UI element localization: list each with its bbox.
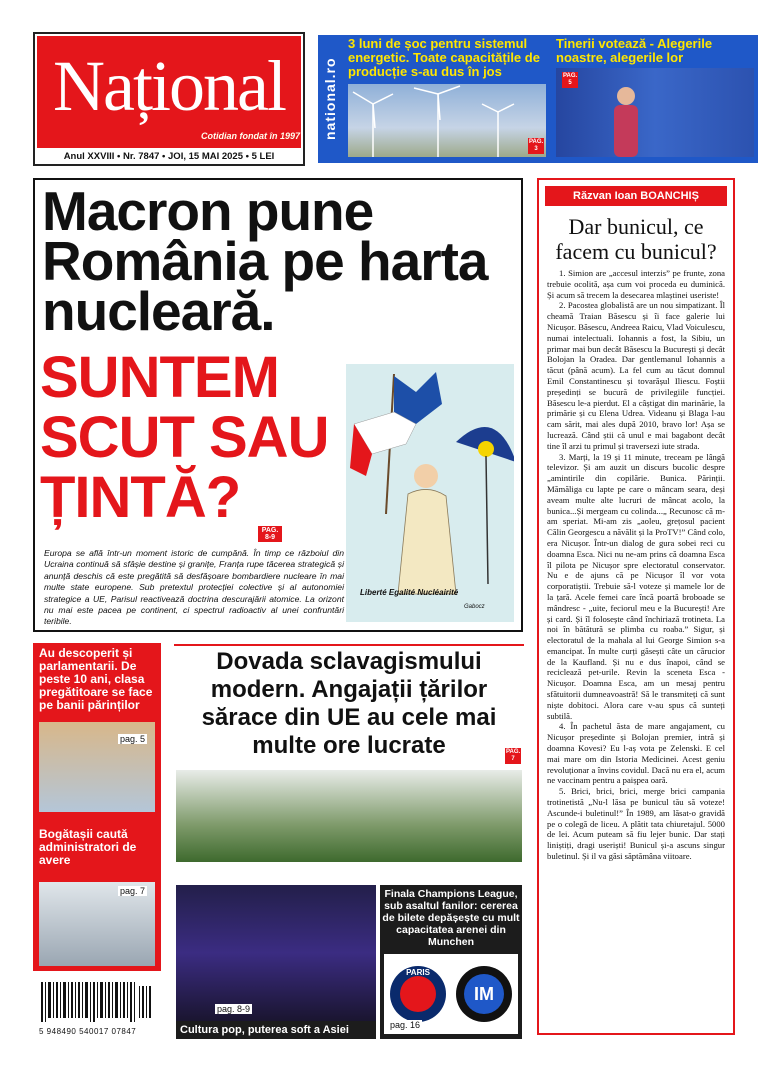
bottom1-caption[interactable]: Cultura pop, puterea soft a Asiei: [176, 1021, 376, 1039]
bottom2-title[interactable]: Finala Champions League, sub asaltul fanilor: cererea de bilete depășește cu mult capacitatea arenei din Munchen: [382, 888, 520, 948]
voter-figure-icon: [556, 68, 754, 157]
lead-headline[interactable]: Macron pune România pe harta nucleară.: [42, 180, 488, 342]
column-paragraph: 3. Marți, la 19 și 11 minute, treceam pe lângă televizor. Și am auzit un discurs bucolic despre „amintirile din copilărie. Bunica. Părinții. Mămăliga cu lapte pe care o mâncam seara, deși aveam multe alte lucruri de mâncat acolo, la bunica...Și mergeam cu colinda...„ Recunosc că m-am speriat. Mi-am zis „aoleu, grețosul pacient Călin Georgescu a năvălit și la ProTV!” Când colo, era Nicușor. Într-un dialog de gura sobei reci cu doamna Esca. Nici nu ne-am prins că doamna Esca îl pilota pe Nicușor spre electoratul conservator. Nu e de ajuns că pe Nicușor îl vor vota corporatiștii. Trebuie să-l voteze și mamele lor de la țară. Acele femei care încă poartă broboade se mândresc - „uite, feciorul meu e la București! Are și card. Și îl folosește când închiriază trotineta. La noi în bătătură se plimba cu roaba.” Sigur, și electoratul de la mahala al lui George Simion s-a emancipat. În multe curți găsești câte un cărucior de la Kaufland. Și nu e dus înapoi, când se reciclează pet-urile. Revin la scenetа Esca - Nicușor. Doamna Esca, am un mesaj pentru sfătuitorii dumneavoastră! Să le transmiteți că sunt niște dobitoci. Alora care v-au spus că sunteți subtilă.: [547, 451, 725, 721]
column-author[interactable]: Răzvan Ioan BOANCHIȘ: [545, 186, 727, 206]
teaser-energy-title[interactable]: 3 luni de șoc pentru sistemul energetic. Toate capacitățile de producție s-au dus în jos: [348, 36, 540, 79]
barcode: [39, 982, 155, 1034]
column-paragraph: 4. În pachetul ăsta de mare angajament, cu Nicușor președinte și Bolojan premier, intră și doamna Kovesi? Eu l-aș vota pe Zelenski. E cel mai mare om din Istoria Medicinei. Acest geniu revoluționar a învins covidul. Dacă nu era el, acum ne vaccinam pentru a paișpea oară.: [547, 721, 725, 786]
kpop-concert-photo: [176, 885, 376, 1021]
field-workers-photo: [176, 770, 522, 862]
teaser-wealth-page[interactable]: pag. 7: [120, 886, 146, 896]
bottom2-page[interactable]: pag. 16: [390, 1020, 421, 1030]
teaser-energy-page[interactable]: PAG. 3: [529, 139, 544, 152]
logo-tagline: Cotidian fondat în 1997: [200, 131, 300, 141]
newspaper-logo[interactable]: Național: [37, 36, 301, 148]
marianne-cartoon-icon: [346, 364, 514, 622]
cartoon-signature: Gabocz: [464, 604, 485, 610]
teaser-youth-page[interactable]: PAG. 5: [563, 73, 578, 86]
psg-badge-text: PARIS: [406, 968, 430, 977]
lead-subhead[interactable]: SUNTEM SCUT SAU ȚINTĂ?: [40, 345, 329, 530]
barcode-number: 5 948490 540017 07847: [39, 1027, 137, 1036]
teaser-school-title[interactable]: Au descoperit și parlamentarii. De peste 10 ani, clasa pregătitoare se face pe banii părinților: [39, 646, 153, 712]
lead-page-tag[interactable]: PAG. 8-9: [258, 526, 282, 542]
teaser-wealth-title[interactable]: Bogătașii caută administratori de avere: [39, 827, 137, 867]
column-paragraph: 5. Brici, brici, brici, merge brici campania trotinetistă „Nu-l lăsa pe bunicul tău să voteze! Ascunde-i buletinul!” În 1989, am lăsat-o gravidă pe o colegă de liceu. A plătit tata chiuretajul. 5000 de lei. Acum puteam să fiu lejer bunic. Dar stați liniștiți, dragi useriști! Bunicul și-a ascuns singur buletinul. Și il va găsi săptămâna viitoare.: [547, 786, 725, 862]
cartoon-caption: Liberté Egalité Nucléairité: [360, 588, 459, 597]
column-paragraph: 2. Pacostea globalistă are un nou simpatizant. Îl cheamă Traian Băsescu și îi face galerie lui Nicușor. Băsescu, Andreea Raicu, Vlad Voiculescu, numai intelectuali. Iohannis a fost, la Sibiu, un primar mai bun decât Băsescu la București și decât Bolojan la Oradea. Dar gentlemanul Iohannis a tăcut (până acum). La fel cum au tăcut domnul Emil Constantinescu și tovarășul Iliescu. Foștii președinți se bucură de privilegiile funcției. Băsescu le-a pierdut. El a câștigat din marinărie, la primărie și cu Elena Udrea. Videanu și Blaga l-au cam sărit, mai ales după 2010, bravo lor! Așa se lucrează. Când știi că unul e mai bagabont decât tine îl arzi tu primul și traversezi iute strada.: [547, 300, 725, 451]
column-body: [547, 268, 725, 862]
story2-page-tag[interactable]: PAG. 7: [506, 749, 521, 762]
issue-info: Anul XXVIII • Nr. 7847 • JOI, 15 MAI 2025 • 5 LEI: [63, 151, 275, 162]
story2-rule: [174, 644, 524, 646]
editorial-cartoon: [346, 364, 514, 622]
teaser-school-page[interactable]: pag. 5: [120, 734, 146, 744]
site-name[interactable]: national.ro: [322, 57, 338, 141]
column-paragraph: 1. Simion are „accesul interzis” pe frunte, zona trebuie ocolită, așa cum voi proceda eu duminică. Și acum să trecem la desecarea mlaștinei useriste!: [547, 268, 725, 300]
lead-summary: Europa se află într-un moment istoric de cumpănă. În timp ce războiul din Ucraina continuă să sfâșie destine și granițe, Franța rupe tăcerea strategică și anunță deschis că este pregătită să desfășoare bombardiere nucleare în mai multe state europene. Sub pretextul protecției colective și al autonomiei strategice a UE, Parisul reactivează doctrina descurajării atomice. La orizont nu mai este pacea pe continent, ci spectrul radioactiv al unei confruntări teribile.: [44, 548, 344, 627]
teaser-youth-title[interactable]: Tinerii votează - Alegerile noastre, alegerile lor: [556, 36, 713, 65]
svg-text:IM: IM: [474, 984, 494, 1004]
story2-headline[interactable]: Dovada sclavagismului modern. Angajații țărilor sărace din UE au cele mai multe ore lucrate: [201, 648, 497, 759]
column-title[interactable]: Dar bunicul, ce facem cu bunicul?: [555, 214, 717, 264]
wind-turbine-icons: [348, 84, 546, 157]
barcode-icon: [39, 982, 155, 1022]
voting-booth-photo: [556, 68, 754, 157]
wind-turbines-photo: [348, 84, 546, 157]
bottom1-page[interactable]: pag. 8-9: [217, 1004, 251, 1014]
